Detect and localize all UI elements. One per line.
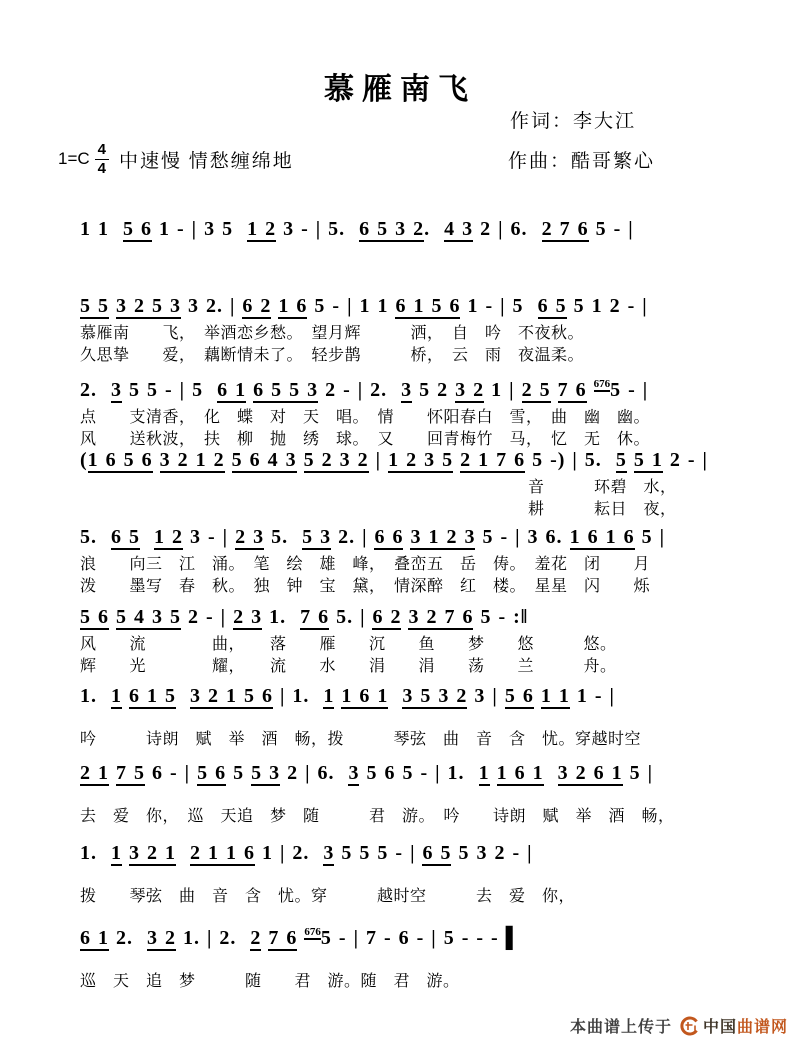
music-line: 6 1 2. 3 2 1. | 2. 2 7 6 $^{676}$5 - | 7 - 6 - | 5 - - - ▌ <box>80 926 521 949</box>
music-line: 5 5 3 2 5 3 3 2. | 6 2 1 6 5 - | 1 1 6 1 5 6 1 - | 5 6 5 5 1 2 - | <box>80 295 648 317</box>
music-line: 1 1 5 6 1 - | 3 5 1 2 3 - | 5. 6 5 3 2. 4 3 2 | 6. 2 7 6 5 - | <box>80 218 634 240</box>
composer-credit: 作曲：酷哥繁心 <box>508 151 656 172</box>
song-title: 慕雁南飞 <box>324 73 476 106</box>
lyric-line: 辉 光 耀， 流 水 涓 涓 荡 兰 舟。 <box>80 658 617 675</box>
grace-notes: 676 <box>304 926 321 938</box>
lyric-line: 久思挚 爱， 藕断情未了。 轻步鹊 桥， 云 雨 夜温柔。 <box>80 347 585 364</box>
lyric-line: 拨 琴弦 曲 音 含 忧。穿 越时空 去 爱 你， <box>80 888 576 905</box>
music-line: 5. 6 5 1 2 3 - | 2 3 5. 5 3 2. | 6 6 3 1 2 3 5 - | 3 6. 1 6 1 6 5 | <box>80 526 665 548</box>
system-1 <box>80 216 740 242</box>
lyric-line: 风 流 曲， 落 雁 沉 鱼 梦 悠 悠。 <box>80 636 617 653</box>
music-line: (1 6 5 6 3 2 1 2 5 6 4 3 5 2 3 2 | 1 2 3 5 2 1 7 6 5 -) | 5. 5 5 1 2 - | <box>80 449 708 471</box>
system-10 <box>80 919 740 990</box>
system-3 <box>80 371 740 448</box>
system-7 <box>80 683 740 748</box>
system-4 <box>80 447 740 518</box>
music-line: 5 6 5 4 3 5 2 - | 2 3 1. 7 6 5. | 6 2 3 2 7 6 5 - :‖ <box>80 606 529 628</box>
lyric-line: 点 支清香， 化 蝶 对 天 唱。 情 怀阳春白 雪， 曲 幽 幽。 <box>80 409 651 426</box>
music-line: 2. 3 5 5 - | 5 6 1 6 5 5 3 2 - | 2. 3 5 2 3 2 1 | 2 5 7 6 $^{676}$5 - | <box>80 378 649 401</box>
lyric-line: 慕雁南 飞， 举酒恋乡愁。 望月辉 洒， 自 吟 不夜秋。 <box>80 325 585 342</box>
grace-notes: 676 <box>593 378 611 390</box>
lyric-line: 吟 诗朗 赋 举 酒 畅，拨 琴弦 曲 音 含 忧。穿越时空 <box>80 731 642 748</box>
lyric-line: 风 送秋波， 扶 柳 抛 绣 球。 又 回青梅竹 马， 忆 无 休。 <box>80 431 651 448</box>
music-line: 2 1 7 5 6 - | 5 6 5 5 3 2 | 6. 3 5 6 5 - | 1. 1 1 6 1 3 2 6 1 5 | <box>80 762 653 784</box>
site-logo-icon <box>680 1016 700 1036</box>
site-name-prefix: 中国 <box>702 1019 737 1036</box>
lyric-line: 浪 向三 江 涌。 笔 绘 雄 峰， 叠峦五 岳 俦。 羞花 闭 月 <box>80 556 651 573</box>
lyric-line: 去 爱 你， 巡 天追 梦 随 君 游。 吟 诗朗 赋 举 酒 畅， <box>80 808 675 825</box>
lyric-line: 耕 耘日 夜， <box>528 501 677 518</box>
system-5 <box>80 524 740 595</box>
system-9 <box>80 840 740 905</box>
music-line: 1. 1 6 1 5 3 2 1 5 6 | 1. 1 1 6 1 3 5 3 2 3 | 5 6 1 1 1 - | <box>80 685 615 707</box>
key-signature: 1=C <box>58 149 90 169</box>
time-signature-denominator: 4 <box>97 159 107 177</box>
lyric-line: 泼 墨写 春 秋。 独 钟 宝 黛， 情深醉 红 楼。 星星 闪 烁 <box>80 578 651 595</box>
time-signature-numerator: 4 <box>95 142 109 160</box>
tempo-marking: 中速慢 情愁缠绵地 <box>119 150 294 172</box>
system-8 <box>80 760 740 825</box>
music-line: 1. 1 3 2 1 2 1 1 6 1 | 2. 3 5 5 5 - | 6 5 5 3 2 - | <box>80 842 533 864</box>
upload-text: 本曲谱上传于 <box>569 1019 672 1036</box>
system-2 <box>80 293 740 364</box>
watermark-footer <box>570 1014 788 1037</box>
site-name-suffix: 曲谱网 <box>736 1019 788 1036</box>
lyric-line: 巡 天 追 梦 随 君 游。随 君 游。 <box>80 973 460 990</box>
lyricist-credit: 作词：李大江 <box>510 111 637 132</box>
time-signature <box>95 142 109 177</box>
lyric-line: 音 环碧 水， <box>528 479 677 496</box>
key-tempo-row <box>58 142 294 177</box>
system-6 <box>80 604 740 675</box>
